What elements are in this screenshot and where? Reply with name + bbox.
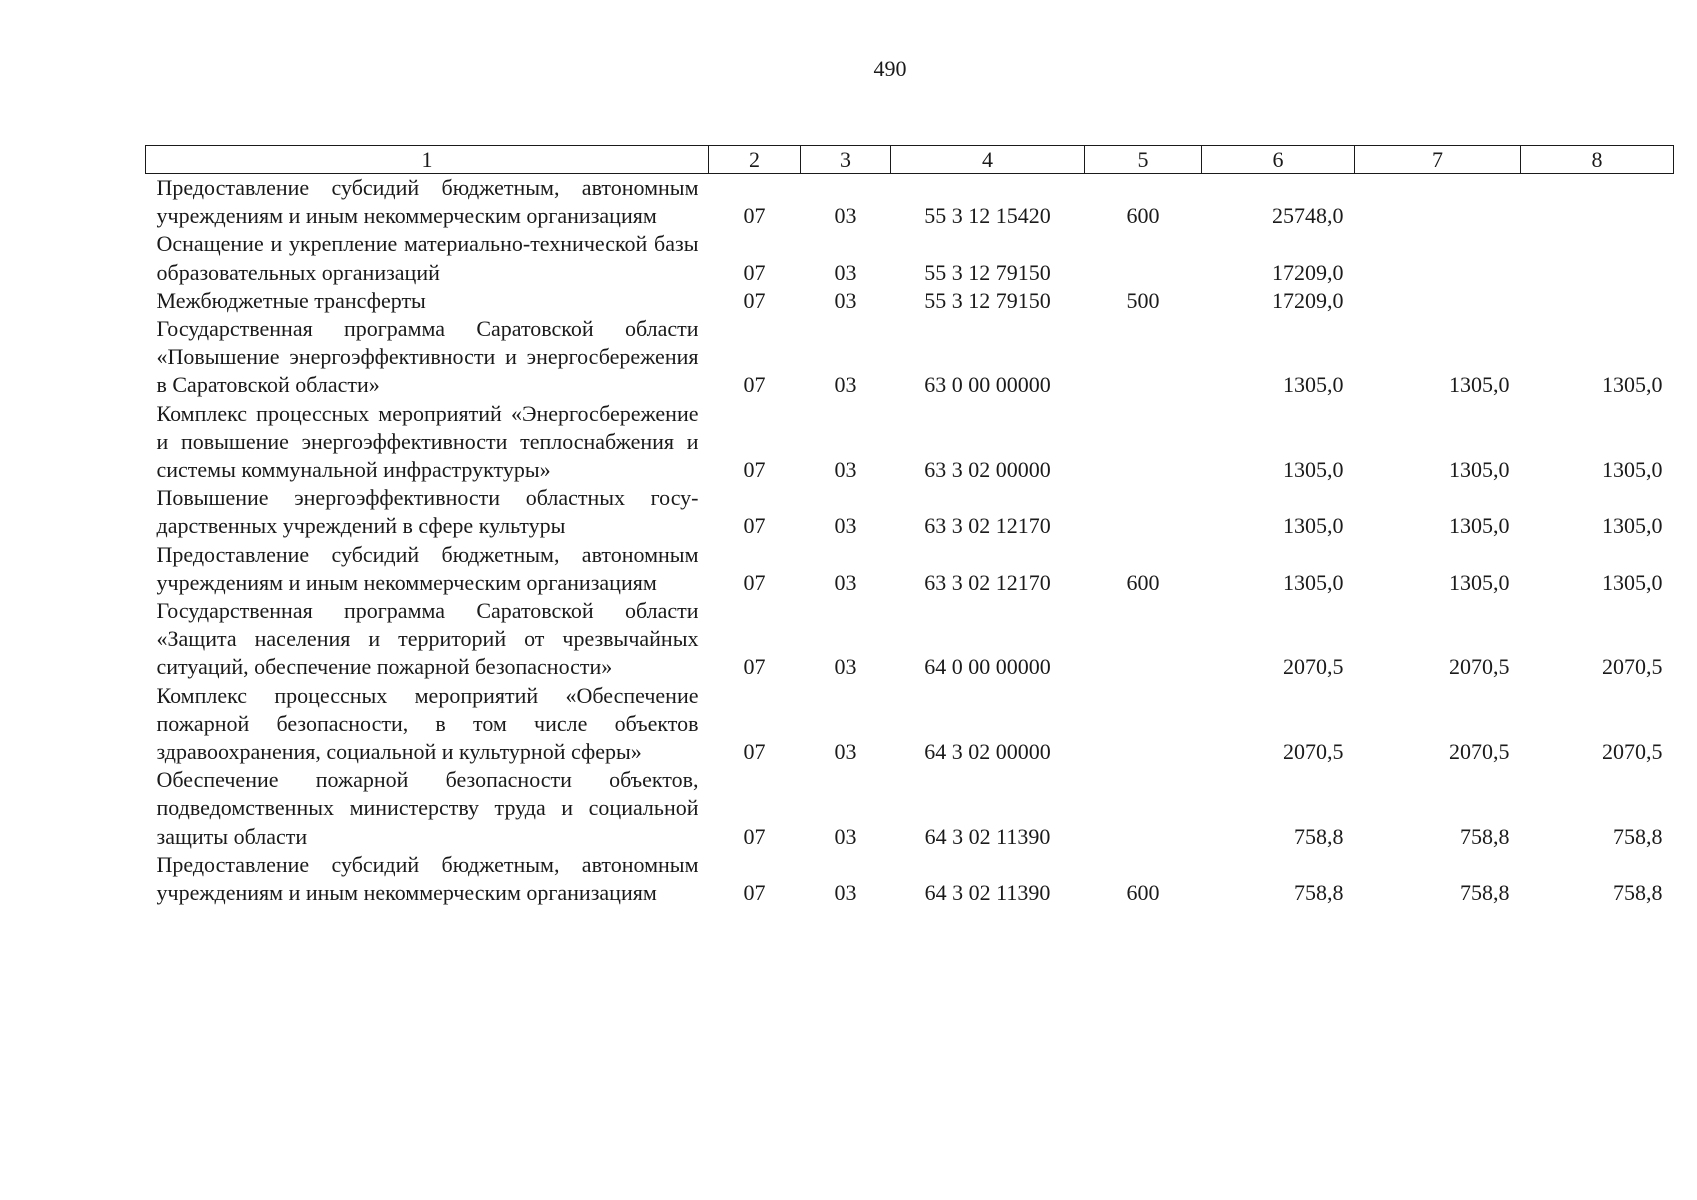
subsection-code: 03 <box>834 372 857 398</box>
subsection-code: 03 <box>834 457 857 483</box>
amount-col-7 <box>1355 230 1521 286</box>
column-header-7: 7 <box>1355 146 1521 174</box>
amount-col-8: 2070,5 <box>1602 654 1663 680</box>
target-code: 63 0 00 00000 <box>924 372 1051 398</box>
table-body <box>146 174 1674 908</box>
table-row <box>146 174 1674 231</box>
amount-col-6: 758,8 <box>1294 823 1344 849</box>
table-row <box>146 851 1674 907</box>
column-header-2: 2 <box>709 146 801 174</box>
amount-col-6: 2070,5 <box>1283 739 1344 765</box>
amount-col-6: 758,8 <box>1294 880 1344 906</box>
page-number: 490 <box>873 56 907 81</box>
subsection-code: 03 <box>834 739 857 765</box>
subsection-code: 03 <box>834 259 857 285</box>
item-name: Государственная программа Саратовской области «Повышение энергоэффективности и энергосбережения в Саратовской области» <box>156 316 699 398</box>
expense-type-code <box>1085 484 1202 540</box>
amount-col-7: 1305,0 <box>1449 457 1510 483</box>
amount-col-7 <box>1355 287 1521 315</box>
subsection-code: 03 <box>834 823 857 849</box>
amount-col-6: 1305,0 <box>1283 569 1344 595</box>
subsection-code: 03 <box>834 287 857 313</box>
amount-col-8: 2070,5 <box>1602 739 1663 765</box>
table-row <box>146 315 1674 400</box>
amount-col-8: 758,8 <box>1613 880 1663 906</box>
target-code: 55 3 12 15420 <box>924 203 1051 229</box>
table-row <box>146 766 1674 851</box>
section-code: 07 <box>743 513 766 539</box>
expense-type-code <box>1085 230 1202 286</box>
amount-col-6: 25748,0 <box>1272 203 1344 229</box>
target-code: 64 3 02 11390 <box>924 880 1051 906</box>
table-row <box>146 597 1674 682</box>
subsection-code: 03 <box>834 203 857 229</box>
amount-col-7: 758,8 <box>1460 880 1510 906</box>
section-code: 07 <box>743 457 766 483</box>
expense-type-code: 600 <box>1126 880 1160 906</box>
table-row <box>146 541 1674 597</box>
expense-type-code <box>1085 766 1202 851</box>
amount-col-6: 1305,0 <box>1283 513 1344 539</box>
section-code: 07 <box>743 259 766 285</box>
amount-col-8: 1305,0 <box>1602 372 1663 398</box>
expense-type-code: 500 <box>1126 287 1160 313</box>
subsection-code: 03 <box>834 880 857 906</box>
amount-col-6: 1305,0 <box>1283 372 1344 398</box>
budget-table <box>145 145 1674 907</box>
column-header-5: 5 <box>1085 146 1202 174</box>
amount-col-6: 17209,0 <box>1272 287 1344 313</box>
item-name: Предоставление субсидий бюджетным, автономным учреждениям и иным некоммерческим организациям <box>156 851 699 906</box>
item-name: Государственная программа Саратовской области «Защита населения и территорий от чрезвычайных ситуаций, обеспечение пожарной безопасности» <box>156 598 699 680</box>
section-code: 07 <box>743 372 766 398</box>
table-row <box>146 400 1674 485</box>
table-header <box>146 146 1674 174</box>
amount-col-8 <box>1521 230 1674 286</box>
amount-col-8 <box>1521 287 1674 315</box>
column-header-8: 8 <box>1521 146 1674 174</box>
subsection-code: 03 <box>834 513 857 539</box>
item-name: Межбюджетные трансферты <box>156 287 426 313</box>
item-name: Предоставление субсидий бюджетным, автономным учреждениям и иным некоммерческим организациям <box>156 175 699 229</box>
section-code: 07 <box>743 287 766 313</box>
section-code: 07 <box>743 203 766 229</box>
section-code: 07 <box>743 739 766 765</box>
column-header-4: 4 <box>891 146 1085 174</box>
amount-col-8: 1305,0 <box>1602 569 1663 595</box>
amount-col-6: 17209,0 <box>1272 259 1344 285</box>
section-code: 07 <box>743 880 766 906</box>
expense-type-code <box>1085 315 1202 400</box>
column-header-1: 1 <box>146 146 709 174</box>
expense-type-code: 600 <box>1126 203 1160 229</box>
amount-col-7: 758,8 <box>1460 823 1510 849</box>
subsection-code: 03 <box>834 654 857 680</box>
amount-col-7: 2070,5 <box>1449 739 1510 765</box>
amount-col-8: 1305,0 <box>1602 457 1663 483</box>
amount-col-8 <box>1521 174 1674 231</box>
item-name: Повышение энергоэффективности областных государственных учреждений в сфере культуры <box>156 485 699 539</box>
expense-type-code <box>1085 597 1202 682</box>
table-row <box>146 682 1674 767</box>
section-code: 07 <box>743 569 766 595</box>
target-code: 64 3 02 11390 <box>924 823 1051 849</box>
amount-col-8: 1305,0 <box>1602 513 1663 539</box>
amount-col-7: 2070,5 <box>1449 654 1510 680</box>
target-code: 64 3 02 00000 <box>924 739 1051 765</box>
target-code: 63 3 02 12170 <box>924 513 1051 539</box>
target-code: 55 3 12 79150 <box>924 259 1051 285</box>
target-code: 63 3 02 12170 <box>924 569 1051 595</box>
header-row <box>146 146 1674 174</box>
subsection-code: 03 <box>834 569 857 595</box>
target-code: 64 0 00 00000 <box>924 654 1051 680</box>
item-name: Оснащение и укрепление материально-технической базы образовательных организаций <box>156 231 699 285</box>
section-code: 07 <box>743 823 766 849</box>
table-row <box>146 484 1674 540</box>
amount-col-8: 758,8 <box>1613 823 1663 849</box>
item-name: Комплекс процессных мероприятий «Энергосбережение и повышение энергоэффективности теплоснабжения и системы коммунальной инфраструктуры» <box>156 400 699 483</box>
item-name: Комплекс процессных мероприятий «Обеспечение пожарной безопасности, в том числе объектов здравоохранения, социальной и культурной сферы» <box>156 682 699 765</box>
target-code: 55 3 12 79150 <box>924 287 1051 313</box>
amount-col-7: 1305,0 <box>1449 569 1510 595</box>
table-row <box>146 230 1674 286</box>
column-header-6: 6 <box>1202 146 1355 174</box>
expense-type-code: 600 <box>1126 569 1160 595</box>
amount-col-6: 1305,0 <box>1283 457 1344 483</box>
amount-col-7 <box>1355 174 1521 231</box>
expense-type-code <box>1085 400 1202 485</box>
target-code: 63 3 02 00000 <box>924 457 1051 483</box>
expense-type-code <box>1085 682 1202 767</box>
amount-col-7: 1305,0 <box>1449 372 1510 398</box>
section-code: 07 <box>743 654 766 680</box>
table-row <box>146 287 1674 315</box>
item-name: Предоставление субсидий бюджетным, автономным учреждениям и иным некоммерческим организациям <box>156 541 699 595</box>
column-header-3: 3 <box>801 146 891 174</box>
amount-col-7: 1305,0 <box>1449 513 1510 539</box>
item-name: Обеспечение пожарной безопасности объектов, подведомственных министерству труда и социальной защиты области <box>156 767 699 849</box>
amount-col-6: 2070,5 <box>1283 654 1344 680</box>
